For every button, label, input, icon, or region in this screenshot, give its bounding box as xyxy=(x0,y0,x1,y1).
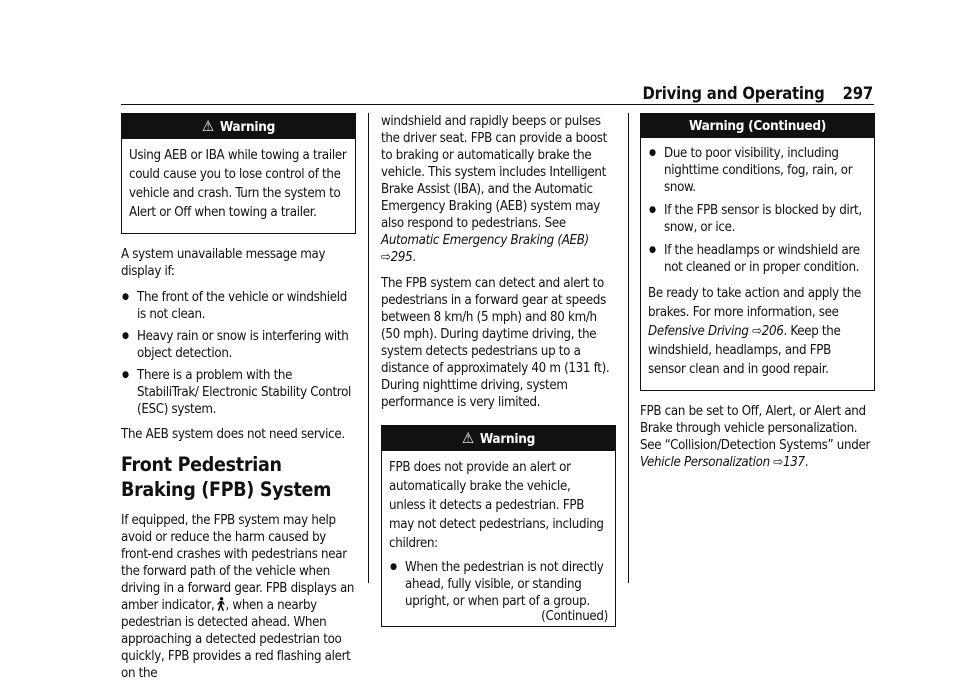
page-ref-arrow: ⇨ xyxy=(773,455,783,470)
paragraph-text: Be ready to take action and apply the brakes. For more information, see xyxy=(648,286,861,320)
column-divider-2 xyxy=(628,113,629,583)
list-item: ● Due to poor visibility, including nighttime conditions, fog, rain, or snow. xyxy=(648,145,867,196)
unavailable-list xyxy=(121,289,356,418)
paragraph-text: FPB can be set to Off, Alert, or Alert and Brake through vehicle personalization. See “Collision/Detection Systems” under xyxy=(640,404,871,453)
warning-icon: ⚠ xyxy=(462,429,474,447)
page-ref-number[interactable]: 295 xyxy=(390,250,413,265)
settings-paragraph xyxy=(640,403,875,471)
warning-title: Warning xyxy=(479,431,535,447)
paragraph-text: windshield and rapidly beeps or pulses the driver seat. FPB can provide a boost to braking or automatically brake the vehicle. This system includes Intelligent Brake Assist (IBA), and the Automatic Emergency Braking (AEB) system may also respond to pedestrians. See xyxy=(381,114,608,231)
fpb-intro-paragraph xyxy=(121,512,356,682)
warning-header: Warning (Continued) xyxy=(641,114,874,138)
list-item: ● The front of the vehicle or windshield is not clean. xyxy=(121,289,356,323)
cross-reference-link[interactable]: Vehicle Personalization xyxy=(640,455,770,470)
list-item: ● If the FPB sensor is blocked by dirt, snow, or ice. xyxy=(648,202,867,236)
cross-reference-link[interactable]: Automatic Emergency Braking (AEB) xyxy=(381,233,589,248)
page-ref-number[interactable]: 137 xyxy=(782,455,805,470)
warning-text: FPB does not provide an alert or automatically brake the vehicle, unless it detects a pedestrian. FPB may not detect pedestrians, including children: xyxy=(389,460,604,551)
list-item: ● There is a problem with the StabiliTrak/ Electronic Stability Control (ESC) system. xyxy=(121,367,356,418)
column-2 xyxy=(381,113,616,639)
ready-paragraph xyxy=(648,284,867,379)
no-service-text: The AEB system does not need service. xyxy=(121,427,345,442)
warning-header xyxy=(122,114,355,139)
column-3 xyxy=(640,113,875,480)
fpb-detection-paragraph: The FPB system can detect and alert to pedestrians in a forward gear at speeds between 8 km/h (5 mph) and 80 km/h (50 mph). During daytime driving, the system detects pedestrians up to a distance of approximately 40 m (131 ft). During nighttime driving, system performance is very limited. xyxy=(381,276,610,410)
paragraph-text: . xyxy=(804,455,809,470)
warning-box-towing xyxy=(121,113,356,234)
warning-title: Warning xyxy=(219,119,275,135)
warning-box-fpb xyxy=(381,425,616,627)
page-ref-number[interactable]: 206 xyxy=(761,324,784,339)
continued-label: (Continued) xyxy=(541,609,608,624)
column-1 xyxy=(121,113,356,691)
warning-header xyxy=(382,426,615,451)
page-ref-arrow: ⇨ xyxy=(381,250,391,265)
page-number: 297 xyxy=(842,84,873,103)
fpb-text-b: , when a nearby pedestrian is detected ahead. When approaching a detected pedestrian too quickly, FPB provides a red flashing alert on the xyxy=(121,598,351,681)
warning-box-continued xyxy=(640,113,875,391)
warning-icon: ⚠ xyxy=(202,117,214,135)
list-item: ● When the pedestrian is not directly ahead, fully visible, or standing upright, or when part of a group. xyxy=(389,559,608,610)
header-rule xyxy=(121,104,874,105)
cross-reference-link[interactable]: Defensive Driving xyxy=(648,324,749,339)
list-item: ● If the headlamps or windshield are not cleaned or in proper condition. xyxy=(648,242,867,276)
paragraph-text: . Keep the windshield, headlamps, and FPB sensor clean and in good repair. xyxy=(648,324,841,377)
page-header xyxy=(0,84,873,103)
fpb-text-a: If equipped, the FPB system may help avoid or reduce the harm caused by front-end crashes with pedestrians near the forward path of the vehicle when driving in a forward gear. FPB displays an amber indicator, xyxy=(121,513,355,613)
list-item: ● Heavy rain or snow is interfering with object detection. xyxy=(121,328,356,362)
unavailable-intro: A system unavailable message may display if: xyxy=(121,247,326,279)
fpb-braking-paragraph: windshield and rapidly beeps or pulses the driver seat. FPB can provide a boost to braking or automatically brake the vehicle. This system includes Intelligent Brake Assist (IBA), and the Automatic Emergency Braking (AEB) system may also respond to pedestrians. See Automatic Emergency Braking (AEB) ⇨295. xyxy=(381,114,608,265)
column-divider-1 xyxy=(368,113,369,583)
pedestrian-icon xyxy=(215,597,226,611)
page-ref-arrow: ⇨ xyxy=(752,324,762,339)
section-title: Driving and Operating xyxy=(642,84,825,103)
warning-text: Using AEB or IBA while towing a trailer could cause you to lose control of the vehicle and crash. Turn the system to Alert or Off when towing a trailer. xyxy=(129,148,347,220)
section-heading: Front Pedestrian Braking (FPB) System xyxy=(121,453,332,501)
